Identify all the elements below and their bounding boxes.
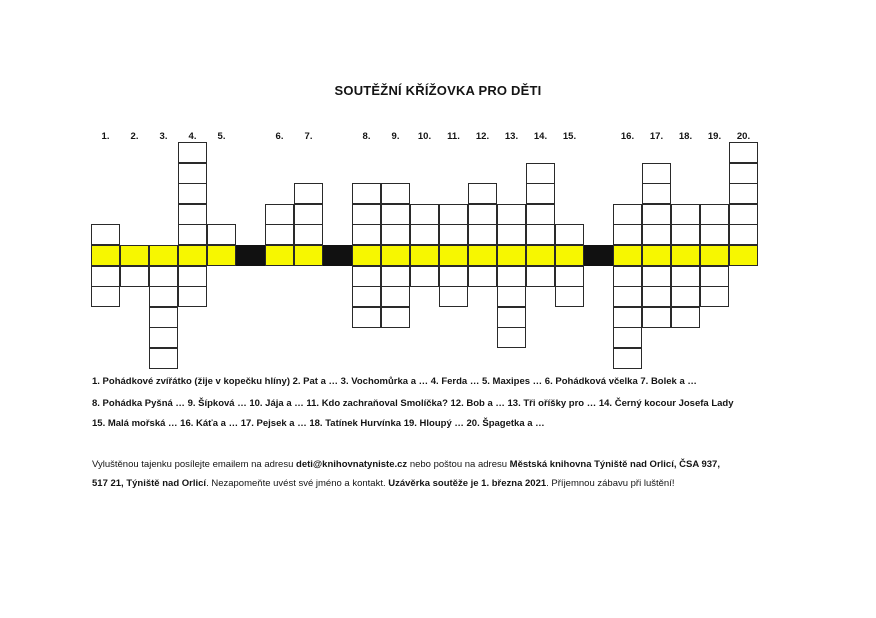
crossword-cell (555, 266, 584, 287)
crossword-cell (149, 286, 178, 307)
crossword-cell (381, 204, 410, 225)
crossword-cell (497, 327, 526, 348)
solution-cell (700, 245, 729, 266)
instructions-text: nebo poštou na adresu (407, 459, 510, 470)
postal-address-city: 517 21, Týniště nad Orlicí (92, 478, 207, 489)
crossword-cell (352, 266, 381, 287)
crossword-cell (613, 266, 642, 287)
separator-cell (323, 245, 352, 266)
solution-cell (91, 245, 120, 266)
crossword-cell (671, 224, 700, 245)
solution-cell (207, 245, 236, 266)
crossword-cell (700, 224, 729, 245)
solution-cell (613, 245, 642, 266)
crossword-cell (613, 286, 642, 307)
column-number: 10. (417, 131, 432, 142)
crossword-cell (468, 224, 497, 245)
crossword-cell (410, 204, 439, 225)
crossword-cell (642, 224, 671, 245)
solution-cell (120, 245, 149, 266)
column-number: 19. (707, 131, 722, 142)
page-title: SOUTĚŽNÍ KŘÍŽOVKA PRO DĚTI (334, 83, 542, 98)
column-number: 13. (504, 131, 519, 142)
crossword-cell (729, 204, 758, 225)
crossword-cell (439, 204, 468, 225)
crossword-cell (468, 183, 497, 204)
instructions-line-1 (92, 459, 792, 470)
crossword-cell (497, 307, 526, 328)
crossword-cell (352, 224, 381, 245)
column-number: 14. (533, 131, 548, 142)
solution-cell (497, 245, 526, 266)
crossword-cell (613, 204, 642, 225)
crossword-cell (91, 224, 120, 245)
crossword-cell (178, 286, 207, 307)
crossword-cell (468, 204, 497, 225)
crossword-cell (149, 307, 178, 328)
solution-cell (729, 245, 758, 266)
crossword-cell (555, 286, 584, 307)
crossword-cell (294, 224, 323, 245)
column-number: 12. (475, 131, 490, 142)
separator-cell (236, 245, 265, 266)
crossword-cell (265, 224, 294, 245)
crossword-cell (526, 163, 555, 184)
crossword-cell (671, 266, 700, 287)
crossword-cell (526, 224, 555, 245)
crossword-cell (178, 204, 207, 225)
crossword-cell (149, 327, 178, 348)
crossword-cell (178, 266, 207, 287)
postal-address: Městská knihovna Týniště nad Orlicí, ČSA 937, (509, 459, 720, 470)
crossword-cell (439, 266, 468, 287)
crossword-cell (120, 266, 149, 287)
instructions-text: . Příjemnou zábavu při luštění! (546, 478, 675, 489)
column-number: 5. (217, 131, 226, 142)
crossword-cell (526, 204, 555, 225)
crossword-cell (497, 224, 526, 245)
column-number: 16. (620, 131, 635, 142)
crossword-cell (381, 224, 410, 245)
clues-line-3: 15. Malá mořská … 16. Káťa a … 17. Pejsek a … 18. Tatínek Hurvínka 19. Hloupý … 20. Špagetka a … (92, 418, 545, 429)
solution-cell (642, 245, 671, 266)
crossword-cell (410, 224, 439, 245)
crossword-cell (671, 204, 700, 225)
crossword-cell (729, 224, 758, 245)
crossword-cell (671, 307, 700, 328)
solution-cell (381, 245, 410, 266)
crossword-cell (700, 204, 729, 225)
crossword-cell (700, 266, 729, 287)
crossword-cell (178, 224, 207, 245)
crossword-cell (613, 327, 642, 348)
crossword-cell (729, 183, 758, 204)
crossword-cell (700, 286, 729, 307)
crossword-cell (526, 183, 555, 204)
crossword-cell (178, 183, 207, 204)
crossword-cell (149, 348, 178, 369)
crossword-cell (729, 163, 758, 184)
crossword-cell (352, 286, 381, 307)
column-number: 1. (101, 131, 110, 142)
column-number: 8. (362, 131, 371, 142)
solution-cell (671, 245, 700, 266)
crossword-cell (381, 307, 410, 328)
crossword-cell (352, 183, 381, 204)
solution-cell (439, 245, 468, 266)
crossword-cell (729, 142, 758, 163)
column-number: 4. (188, 131, 197, 142)
crossword-cell (91, 286, 120, 307)
clues-line-2: 8. Pohádka Pyšná … 9. Šípková … 10. Jája a … 11. Kdo zachraňoval Smolíčka? 12. Bob a … 13. Tři oříšky pro … 14. Černý kocour Josefa Lady (92, 398, 734, 409)
crossword-cell (642, 163, 671, 184)
instructions-text: . Nezapomeňte uvést své jméno a kontakt. (206, 478, 389, 489)
column-number: 2. (130, 131, 139, 142)
column-number: 15. (562, 131, 577, 142)
solution-cell (178, 245, 207, 266)
column-number: 20. (736, 131, 751, 142)
crossword-cell (613, 348, 642, 369)
crossword-cell (352, 204, 381, 225)
crossword-cell (642, 307, 671, 328)
crossword-cell (207, 224, 236, 245)
solution-cell (410, 245, 439, 266)
column-number: 7. (304, 131, 313, 142)
crossword-cell (178, 163, 207, 184)
instructions-line-2 (92, 478, 792, 489)
column-number: 17. (649, 131, 664, 142)
crossword-cell (497, 286, 526, 307)
crossword-cell (294, 204, 323, 225)
solution-cell (294, 245, 323, 266)
crossword-cell (439, 286, 468, 307)
crossword-cell (381, 183, 410, 204)
crossword-cell (497, 204, 526, 225)
crossword-cell (294, 183, 323, 204)
clues-line-1: 1. Pohádkové zvířátko (žije v kopečku hlíny) 2. Pat a … 3. Vochomůrka a … 4. Ferda … 5. Maxipes … 6. Pohádková včelka 7. Bolek a … (92, 376, 697, 387)
crossword-cell (642, 204, 671, 225)
crossword-cell (410, 266, 439, 287)
solution-cell (265, 245, 294, 266)
crossword-cell (497, 266, 526, 287)
contact-email: deti@knihovnatyniste.cz (296, 459, 408, 470)
crossword-cell (555, 224, 584, 245)
crossword-cell (671, 286, 700, 307)
crossword-cell (642, 286, 671, 307)
column-number: 9. (391, 131, 400, 142)
crossword-cell (91, 266, 120, 287)
crossword-cell (149, 266, 178, 287)
deadline: Uzávěrka soutěže je 1. března 2021 (388, 478, 547, 489)
crossword-cell (265, 204, 294, 225)
crossword-cell (439, 224, 468, 245)
column-number: 18. (678, 131, 693, 142)
solution-cell (149, 245, 178, 266)
crossword-cell (381, 266, 410, 287)
crossword-cell (352, 307, 381, 328)
crossword-cell (642, 266, 671, 287)
column-number: 11. (447, 131, 460, 142)
crossword-cell (526, 266, 555, 287)
crossword-cell (178, 142, 207, 163)
column-number: 3. (159, 131, 168, 142)
instructions-text: Vyluštěnou tajenku posílejte emailem na adresu (92, 459, 297, 470)
crossword-cell (381, 286, 410, 307)
solution-cell (352, 245, 381, 266)
solution-cell (555, 245, 584, 266)
solution-cell (526, 245, 555, 266)
crossword-cell (613, 307, 642, 328)
solution-cell (468, 245, 497, 266)
crossword-cell (642, 183, 671, 204)
column-number: 6. (275, 131, 284, 142)
crossword-cell (468, 266, 497, 287)
crossword-cell (613, 224, 642, 245)
separator-cell (584, 245, 613, 266)
